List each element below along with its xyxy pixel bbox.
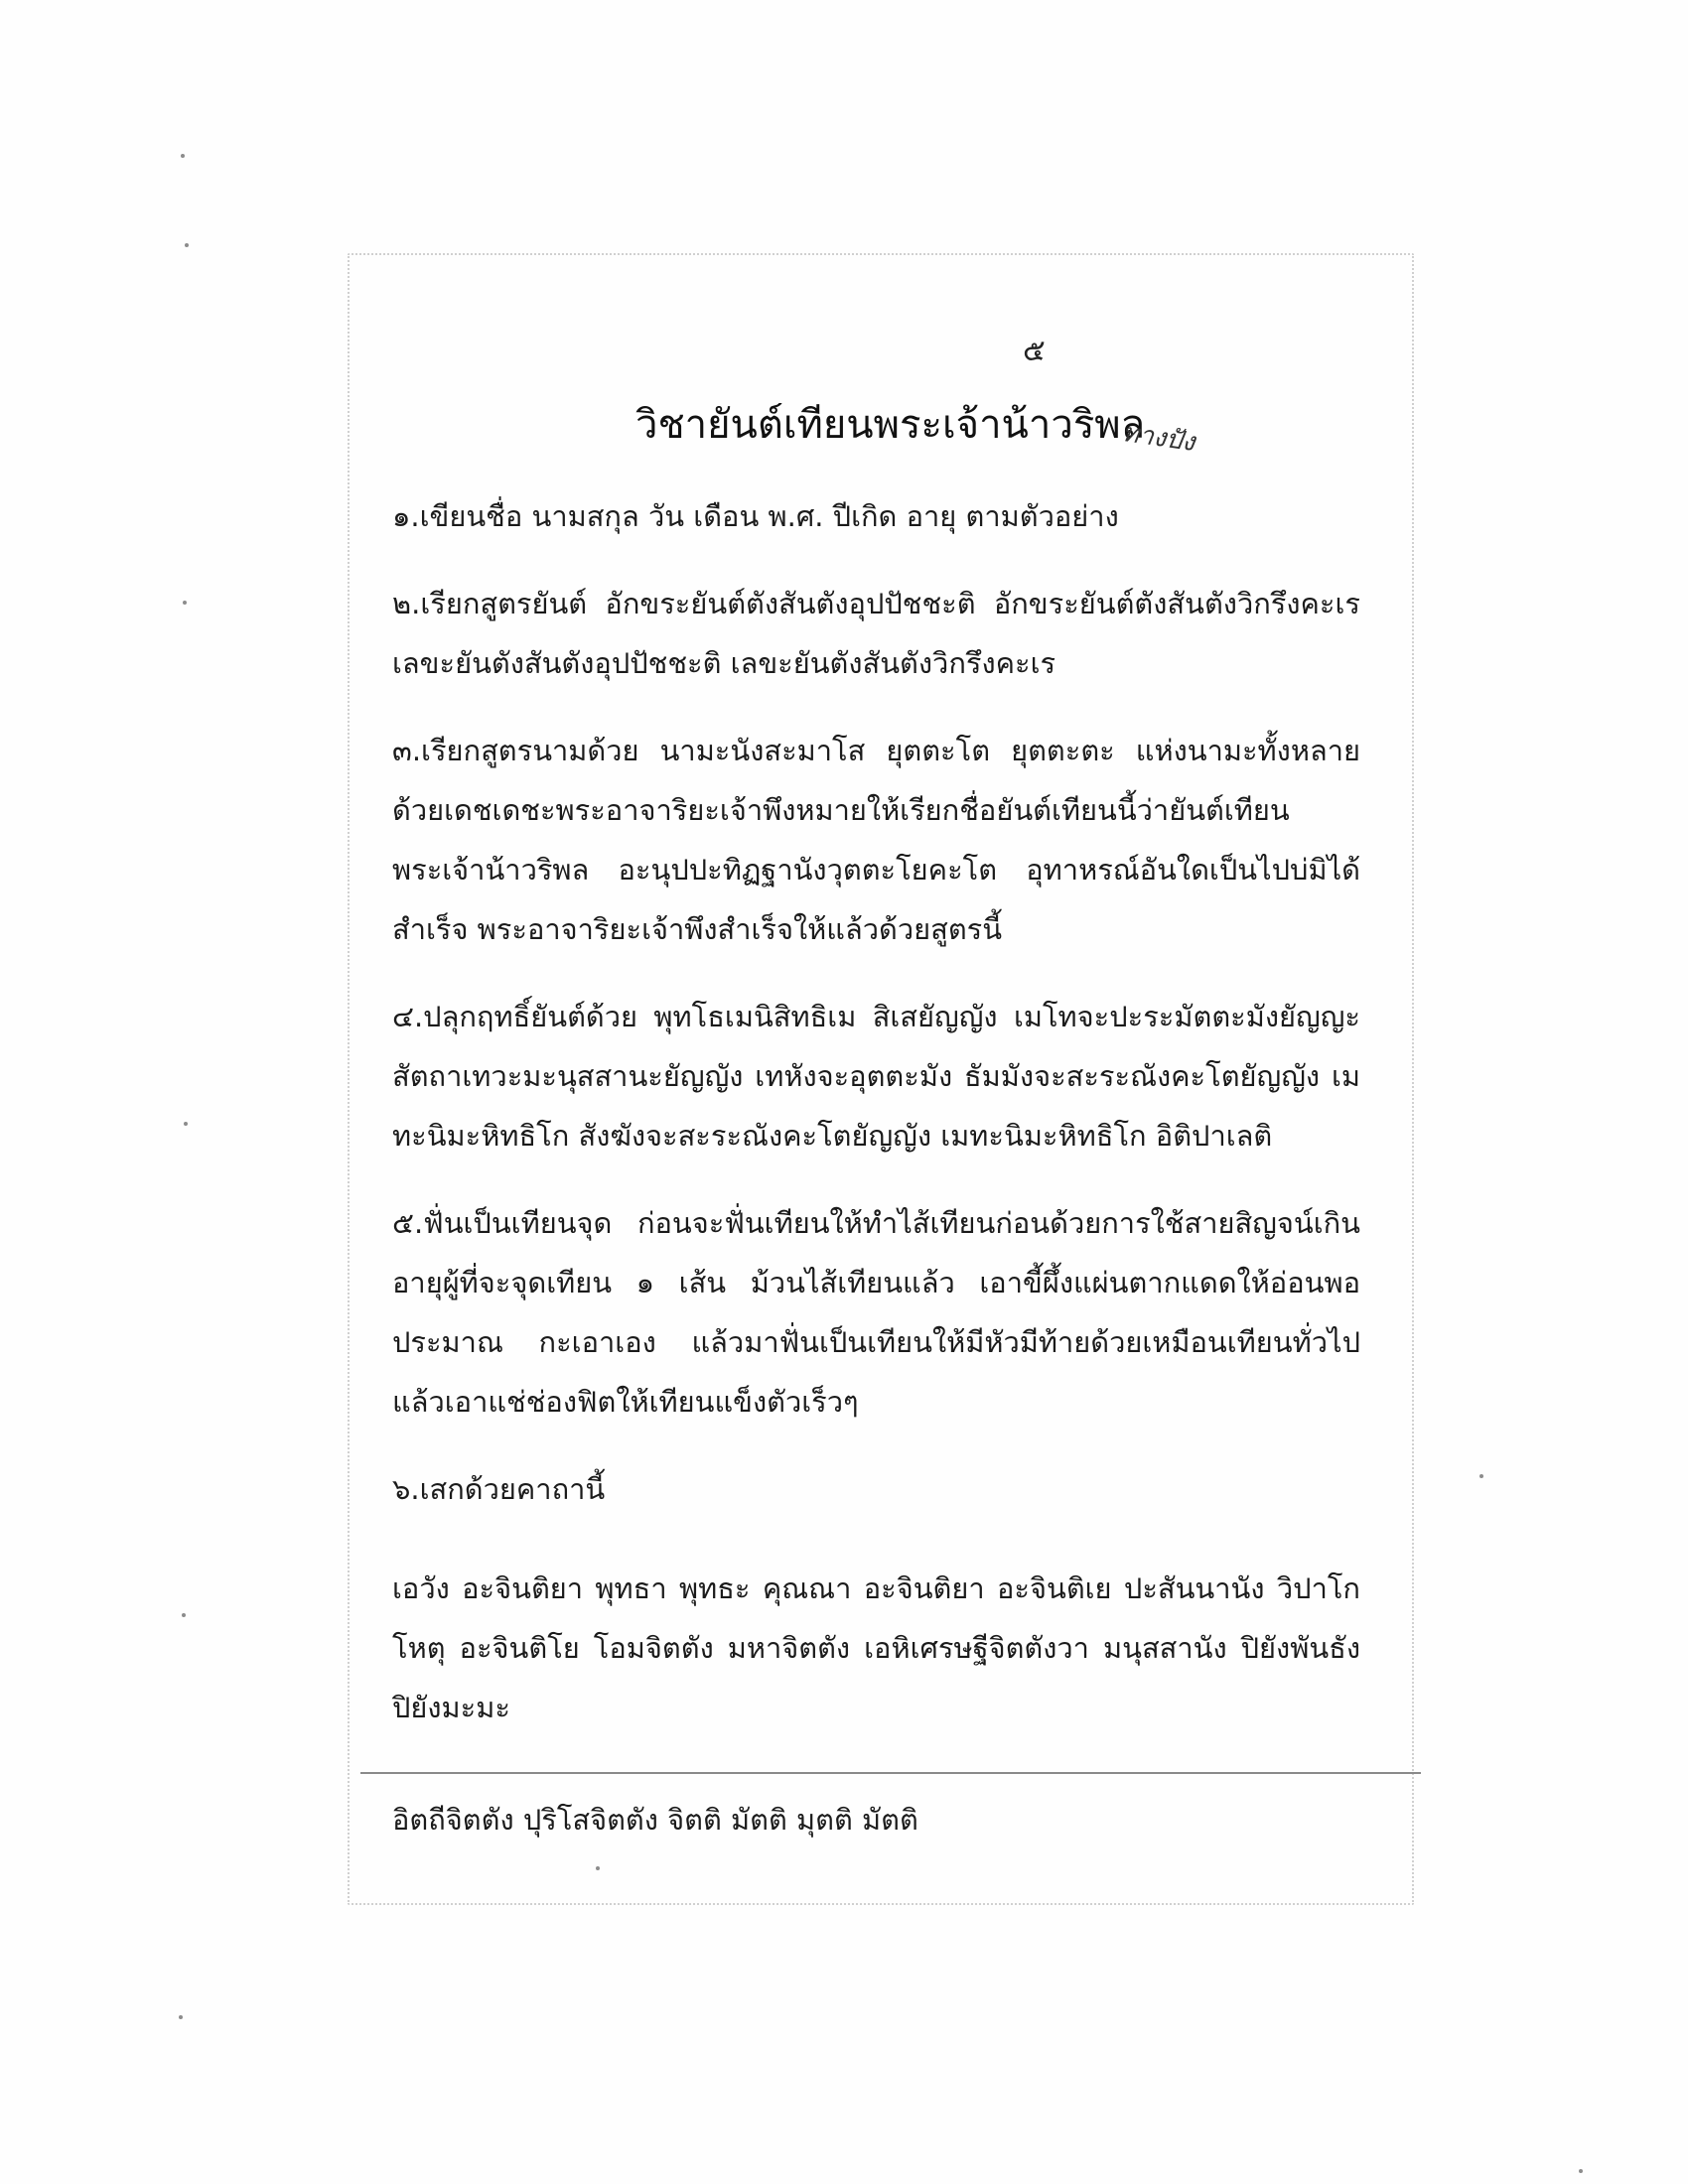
scan-speck	[181, 154, 185, 158]
paragraph-3: ๓.เรียกสูตรนามด้วย นามะนังสะมาโส ยุตตะโต ยุตตะตะ แห่งนามะทั้งหลาย ด้วยเดชเดชะพระอาจาริยะเจ้าพึงหมายให้เรียกชื่อยันต์เทียนนี้ว่ายันต์เทียนพระเจ้าน้าวริพล อะนุปปะทิฏฐานังวุตตะโยคะโต อุทาหรณ์อันใดเป็นไปบ่มิได้สำเร็จ พระอาจาริยะเจ้าพึงสำเร็จให้แล้วด้วยสูตรนี้	[392, 734, 1360, 946]
handwritten-annotation: ทางปัง	[1120, 418, 1197, 458]
horizontal-rule	[360, 1772, 1421, 1774]
document-title: วิชายันต์เทียนพระเจ้าน้าวริพล	[635, 402, 1146, 448]
paragraph-1: ๑.เขียนชื่อ นามสกุล วัน เดือน พ.ศ. ปีเกิด อายุ ตามตัวอย่าง	[392, 499, 1119, 533]
paragraph-4: ๔.ปลุกฤทธิ์ยันต์ด้วย พุทโธเมนิสิทธิเม สิเสยัญญัง เมโทจะปะระมัตตะมังยัญญะสัตถาเทวะมะนุสสานะยัญญัง เทหังจะอุตตะมัง ธัมมังจะสะระณังคะโตยัญญัง เมทะนิมะหิทธิโก สังฆังจะสะระณังคะโตยัญญัง เมทะนิมะหิทธิโก อิติปาเลติ	[392, 1000, 1360, 1153]
scan-speck	[182, 1613, 186, 1617]
paragraph-5: ๕.ฟั่นเป็นเทียนจุด ก่อนจะฟั่นเทียนให้ทำไส้เทียนก่อนด้วยการใช้สายสิญจน์เกินอายุผู้ที่จะจุดเทียน ๑ เส้น ม้วนไส้เทียนแล้ว เอาขี้ผึ้งแผ่นตากแดดให้อ่อนพอประมาณ กะเอาเอง แล้วมาฟั่นเป็นเทียนให้มีหัวมีท้ายด้วยเหมือนเทียนทั่วไป แล้วเอาแช่ช่องฟิตให้เทียนแข็งตัวเร็วๆ	[392, 1206, 1360, 1419]
page-number: ๕	[1023, 334, 1046, 368]
scan-speck	[184, 1122, 188, 1126]
scan-speck	[179, 2015, 183, 2019]
scan-speck	[1579, 2169, 1583, 2173]
scan-speck	[1479, 1474, 1483, 1478]
scan-speck	[183, 601, 187, 605]
incantation-text: เอวัง อะจินติยา พุทธา พุทธะ คุณณา อะจินติยา อะจินติเย ปะสันนานัง วิปาโกโหตุ อะจินติโย โอมจิตตัง มหาจิตตัง เอหิเศรษฐีจิตตังวา มนุสสานัง ปิยังพันธัง ปิยังมะมะ	[392, 1571, 1360, 1724]
paragraph-6: ๖.เสกด้วยคาถานี้	[392, 1472, 606, 1506]
paragraph-2: ๒.เรียกสูตรยันต์ อักขระยันต์ตังสันตังอุปปัชชะติ อักขระยันต์ตังสันตังวิกรึงคะเร เลขะยันตังสันตังอุปปัชชะติ เลขะยันตังสันตังวิกรึงคะเร	[392, 587, 1360, 680]
incantation-final-line: อิตถีจิตตัง ปุริโสจิตตัง จิตติ มัตติ มุตติ มัตติ	[392, 1803, 918, 1837]
scan-speck	[596, 1866, 600, 1870]
scan-speck	[185, 243, 189, 247]
document-body	[392, 486, 1360, 1765]
